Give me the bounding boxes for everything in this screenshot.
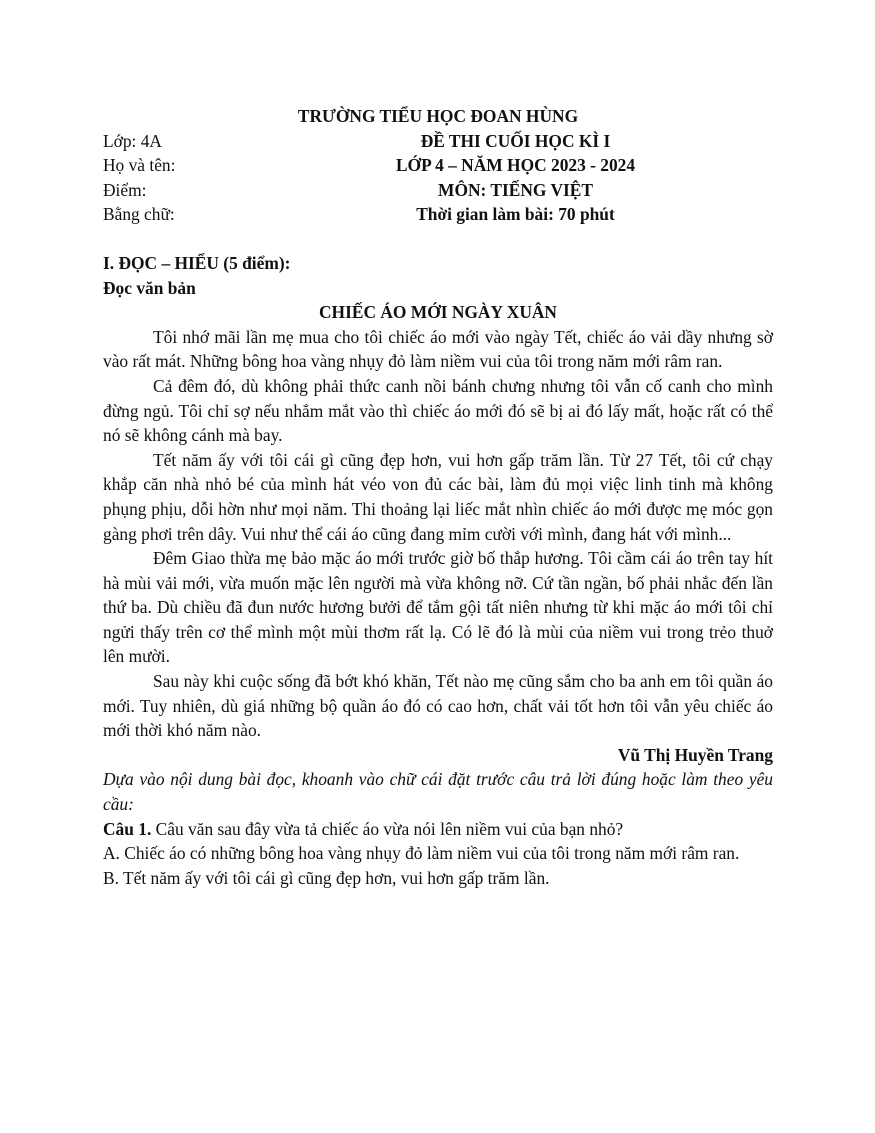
score-in-words-label: Bằng chữ: [103,204,175,225]
score-label: Điểm: [103,179,147,200]
answer-option-a: A. Chiếc áo có những bông hoa vàng nhụy đỏ làm niềm vui của tôi trong năm mới râm ran. [103,843,740,864]
exam-grade-year: LỚP 4 – NĂM HỌC 2023 - 2024 [395,155,636,176]
exam-subject: MÔN: TIẾNG VIỆT [438,179,593,200]
story-paragraph: Tôi nhớ mãi lần mẹ mua cho tôi chiếc áo mới vào ngày Tết, chiếc áo vải dầy nhưng sờ vào rất mát. Những bông hoa vàng nhụy đỏ làm niềm vui của tôi trong năm mới râm ran. [103,326,773,372]
class-label: Lớp: 4A [103,130,162,151]
instructions: Dựa vào nội dung bài đọc, khoanh vào chữ cái đặt trước câu trả lời đúng hoặc làm theo yêu cầu: [103,769,773,815]
story-paragraph: Sau này khi cuộc sống đã bớt khó khăn, Tết nào mẹ cũng sắm cho ba anh em tôi quần áo mới. Tuy nhiên, dù giá những bộ quần áo đó có cao hơn, chất vải tốt hơn tôi vẫn yêu chiếc áo mới thời khó năm nào. [103,671,773,741]
exam-title: ĐỀ THI CUỐI HỌC KÌ I [420,130,611,151]
story-paragraph: Đêm Giao thừa mẹ bảo mặc áo mới trước giờ bố thắp hương. Tôi cầm cái áo trên tay hít hà mùi vải mới, vừa muốn mặc lên người mà vừa không nỡ. Cứ tần ngần, bố phải nhắc đến lần thứ ba. Dù chiều đã đun nước hương bưởi để tắm gội tất niên nhưng từ khi mặc áo mới tôi chỉ ngửi thấy trên cơ thể mình một mùi thơm rất lạ. Có lẽ đó là mùi của niềm vui trong trẻo thuở lên mười. [103,548,773,667]
story-author: Vũ Thị Huyền Trang [617,744,773,765]
question-1-label: Câu 1. [103,818,152,839]
header-row-class [103,129,773,154]
student-name-label: Họ và tên: [103,155,176,176]
header-row-name [103,153,773,178]
answer-option-b: B. Tết năm ấy với tôi cái gì cũng đẹp hơn, vui hơn gấp trăm lần. [103,867,550,888]
header-row-words [103,202,773,227]
story-paragraph: Cả đêm đó, dù không phải thức canh nồi bánh chưng nhưng tôi vẫn cố canh cho mình đừng ngủ. Tôi chỉ sợ nếu nhắm mắt vào thì chiếc áo mới đó sẽ bị ai đó lấy mất, hoặc rất có thể nó sẽ không cánh mà bay. [103,375,773,446]
exam-page [103,104,773,890]
section-heading: I. ĐỌC – HIỂU (5 điểm): [103,252,291,273]
header-row-score [103,178,773,203]
story-paragraph: Tết năm ấy với tôi cái gì cũng đẹp hơn, vui hơn gấp trăm lần. Từ 27 Tết, tôi cứ chạy khắp căn nhà nhỏ bé của mình hát véo von đủ các bài, làm đủ mọi việc linh tinh mà không phụng phịu, dỗi hờn như mọi năm. Thi thoảng lại liếc mắt nhìn chiếc áo mới được mẹ móc gọn gàng phơi trên dây. Vui như thể cái áo cũng đang mỉm cười với mình, đang hát với mình... [103,449,773,544]
school-name: TRƯỜNG TIỂU HỌC ĐOAN HÙNG [297,106,579,126]
question-1 [103,817,773,842]
exam-duration: Thời gian làm bài: 70 phút [416,204,615,225]
spacer [103,227,773,251]
story-title: CHIẾC ÁO MỚI NGÀY XUÂN [319,302,557,323]
question-1-text: Câu văn sau đây vừa tả chiếc áo vừa nói lên niềm vui của bạn nhỏ? [151,818,624,839]
section-subheading: Đọc văn bản [103,277,196,298]
